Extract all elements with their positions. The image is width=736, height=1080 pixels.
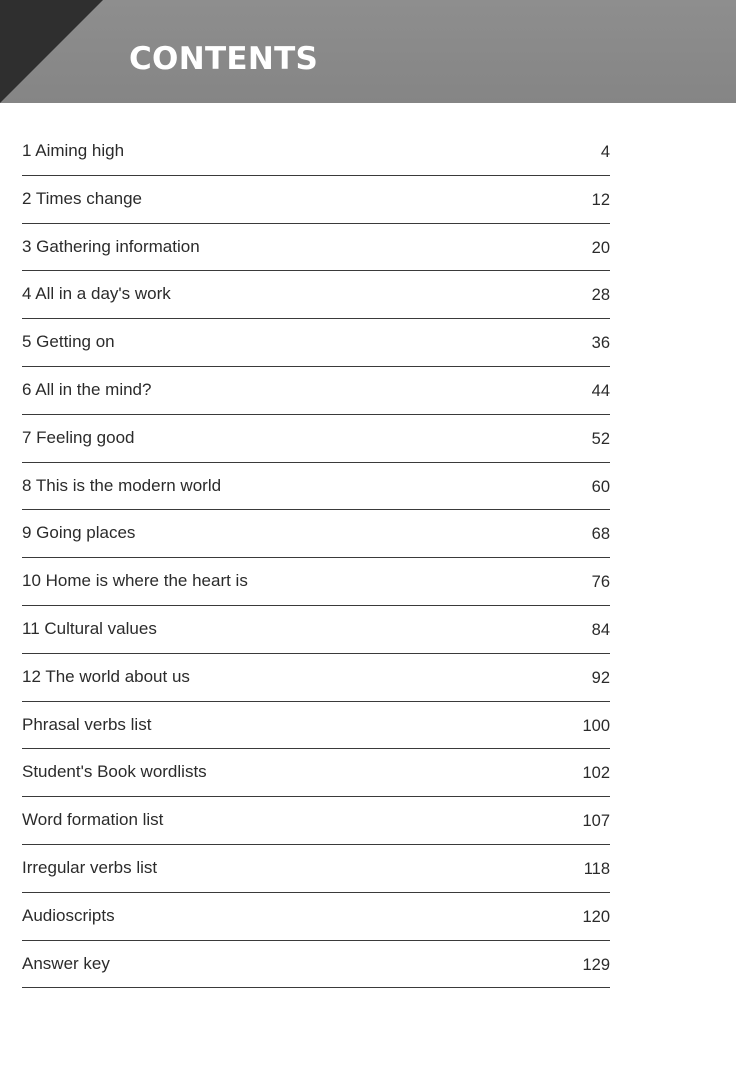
toc-entry-title: 9 Going places xyxy=(22,523,136,543)
toc-entry-page: 4 xyxy=(600,143,610,161)
toc-entry-title: 1 Aiming high xyxy=(22,141,125,160)
toc-entry-page: 129 xyxy=(582,955,610,974)
toc-entry[interactable] xyxy=(22,893,610,941)
header-band xyxy=(0,0,736,103)
toc-entry-page: 68 xyxy=(591,525,610,544)
header-corner-triangle xyxy=(0,0,103,103)
toc-entry-title: Audioscripts xyxy=(22,905,115,925)
toc-entry-page: 20 xyxy=(591,238,610,257)
toc-entry-title: 4 All in a day's work xyxy=(22,284,171,304)
toc-entry-title: 11 Cultural values xyxy=(22,618,157,638)
toc-entry-page: 120 xyxy=(582,907,610,926)
toc-entry-page: 100 xyxy=(582,716,610,735)
toc-entry-title: 3 Gathering information xyxy=(22,236,200,256)
toc-entry-title: Student's Book wordlists xyxy=(22,762,207,782)
toc-entry-page: 36 xyxy=(591,334,610,353)
toc-entry[interactable] xyxy=(22,654,610,702)
toc-entry-page: 28 xyxy=(591,286,610,305)
toc-entry[interactable] xyxy=(22,797,610,845)
toc-entry-title: 6 All in the mind? xyxy=(22,379,152,399)
toc-entry[interactable] xyxy=(22,941,610,989)
toc-entry[interactable] xyxy=(22,176,610,224)
toc-entry[interactable] xyxy=(22,319,610,367)
toc-entry-title: Phrasal verbs list xyxy=(22,714,152,734)
toc-entry-page: 92 xyxy=(591,668,610,687)
toc-entry-title: Answer key xyxy=(22,953,110,973)
table-of-contents xyxy=(22,128,610,988)
toc-entry-page: 60 xyxy=(591,477,610,496)
toc-entry-page: 102 xyxy=(582,764,610,783)
toc-entry[interactable] xyxy=(22,558,610,606)
toc-entry-page: 118 xyxy=(583,859,610,878)
toc-entry-title: 2 Times change xyxy=(22,188,143,208)
toc-entry[interactable] xyxy=(22,606,610,654)
toc-entry-page: 76 xyxy=(591,573,610,592)
toc-entry[interactable] xyxy=(22,749,610,797)
toc-entry-page: 84 xyxy=(591,620,610,639)
toc-entry-title: 7 Feeling good xyxy=(22,427,135,447)
toc-entry[interactable] xyxy=(22,415,610,463)
toc-entry[interactable] xyxy=(22,128,610,176)
toc-entry-title: 10 Home is where the heart is xyxy=(22,571,248,591)
toc-entry[interactable] xyxy=(22,271,610,319)
toc-entry-title: Irregular verbs list xyxy=(22,857,158,877)
toc-entry-page: 44 xyxy=(591,381,610,400)
toc-entry[interactable] xyxy=(22,510,610,558)
toc-entry[interactable] xyxy=(22,224,610,272)
page-title: CONTENTS xyxy=(129,41,319,77)
toc-entry[interactable] xyxy=(22,845,610,893)
toc-entry-page: 12 xyxy=(591,190,610,209)
toc-entry-title: 5 Getting on xyxy=(22,332,115,352)
toc-entry[interactable] xyxy=(22,463,610,511)
toc-entry-page: 107 xyxy=(582,812,610,831)
toc-entry[interactable] xyxy=(22,367,610,415)
toc-entry-title: Word formation list xyxy=(22,810,164,830)
toc-entry-page: 52 xyxy=(591,429,610,448)
toc-entry-title: 12 The world about us xyxy=(22,666,190,686)
toc-entry[interactable] xyxy=(22,702,610,750)
toc-entry-title: 8 This is the modern world xyxy=(22,475,222,495)
